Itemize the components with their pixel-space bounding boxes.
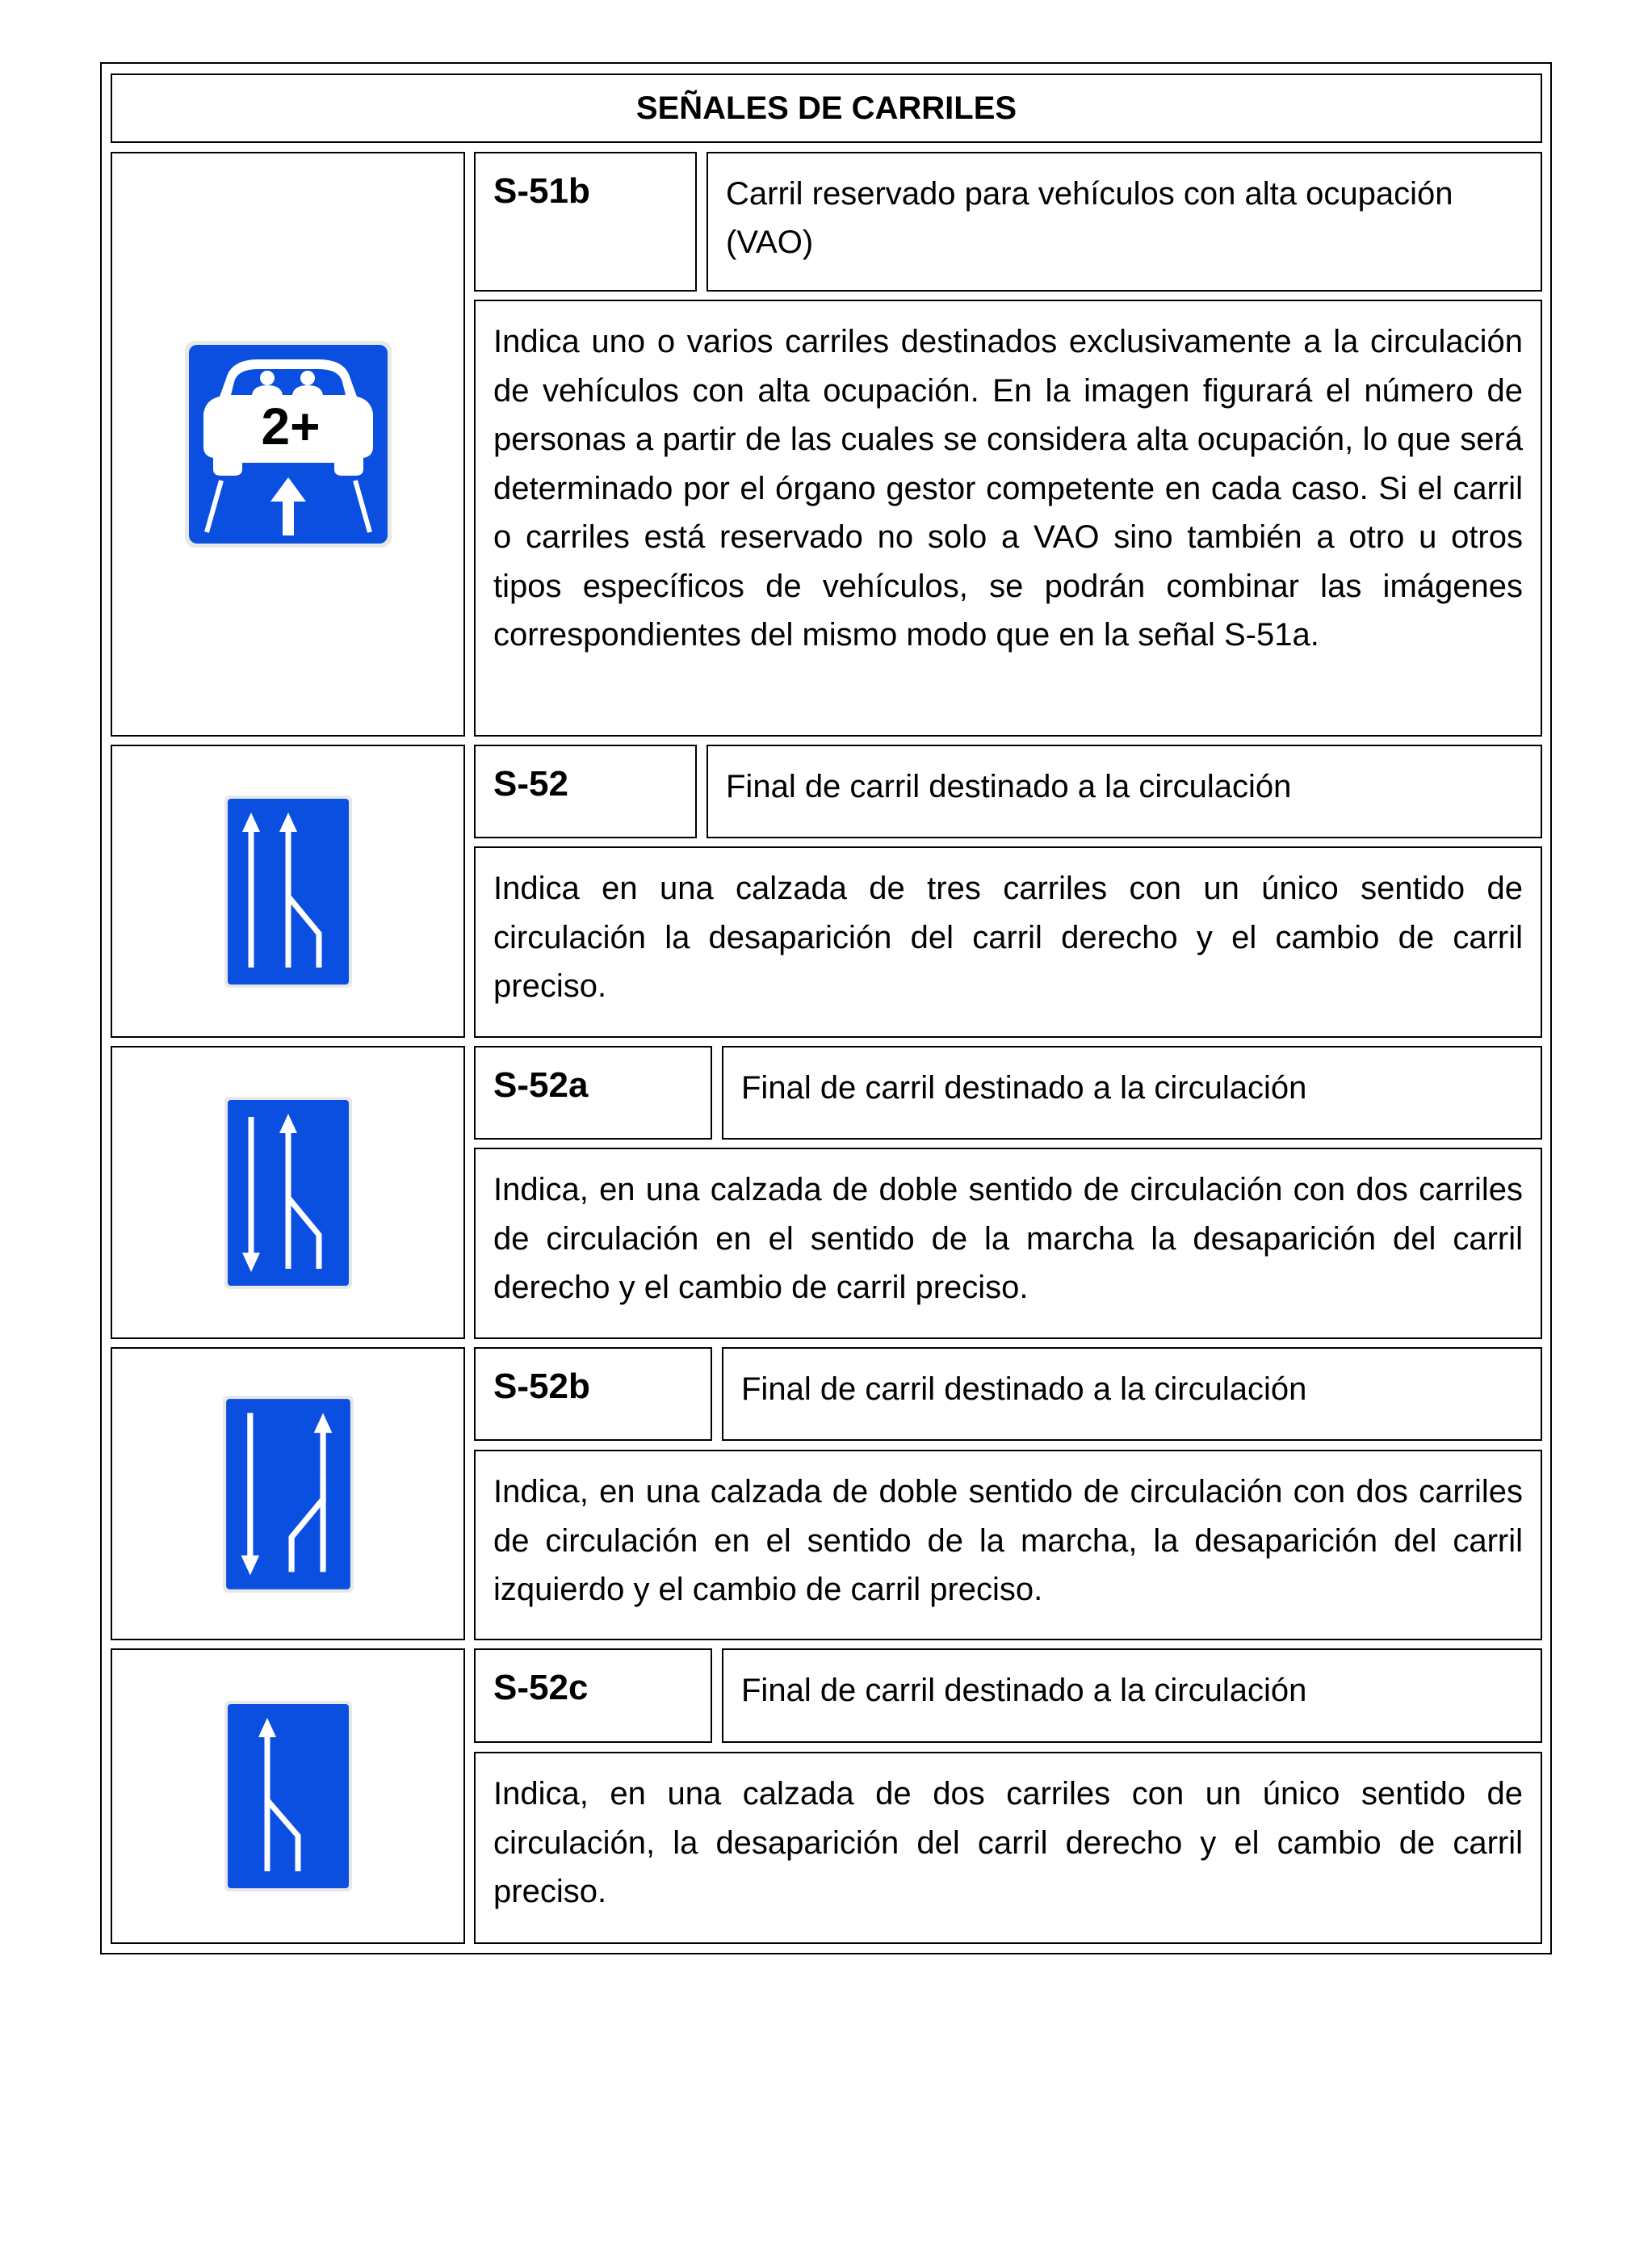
sign-name: Final de carril destinado a la circulación <box>722 1648 1542 1743</box>
svg-text:2+: 2+ <box>261 404 321 452</box>
sign-description: Indica, en una calzada de doble sentido de circulación con dos carriles de circulación en el sentido de la marcha la desaparición del carril derecho y el cambio de carril preciso. <box>474 1148 1542 1339</box>
sign-description: Indica en una calzada de tres carriles con un único sentido de circulación la desaparición del carril derecho y el cambio de carril preciso. <box>474 846 1542 1038</box>
sign-code: S-52c <box>474 1648 712 1743</box>
sign-name: Carril reservado para vehículos con alta ocupación (VAO) <box>707 152 1542 292</box>
sign-description: Indica, en una calzada de dos carriles con un único sentido de circulación, la desaparición del carril derecho y el cambio de carril preciso. <box>474 1752 1542 1944</box>
sign-image-cell <box>111 1648 465 1944</box>
sign-code: S-52 <box>474 745 697 838</box>
lane-end-two-lanes-sign-icon <box>224 1700 353 1892</box>
sign-name: Final de carril destinado a la circulación <box>722 1046 1542 1140</box>
sign-code: S-52a <box>474 1046 712 1140</box>
sign-image-cell <box>111 745 465 1038</box>
sign-description: Indica, en una calzada de doble sentido de circulación con dos carriles de circulación en el sentido de la marcha, la desaparición del carril izquierdo y el cambio de carril preciso. <box>474 1450 1542 1640</box>
lane-end-left-two-way-sign-icon <box>222 1395 354 1593</box>
hov-sign-number <box>250 404 331 452</box>
sign-code: S-51b <box>474 152 697 292</box>
sign-image-cell <box>111 1347 465 1640</box>
lane-end-right-sign-icon <box>224 795 353 989</box>
table-title: SEÑALES DE CARRILES <box>111 73 1542 143</box>
sign-image-cell <box>111 1046 465 1339</box>
lane-end-right-two-way-sign-icon <box>224 1096 353 1290</box>
sign-name: Final de carril destinado a la circulación <box>722 1347 1542 1441</box>
sign-description: Indica uno o varios carriles destinados exclusivamente a la circulación de vehículos con alta ocupación. En la imagen figurará el número de personas a partir de las cuales se considera alta ocupación, lo que será determinado por el órgano gestor competente en cada caso. Si el carril o carriles está reservado no solo a VAO sino también a otro u otros tipos específicos de vehículos, se podrán combinar las imágenes correspondientes del mismo modo que en la señal S-51a. <box>474 300 1542 737</box>
sign-code: S-52b <box>474 1347 712 1441</box>
sign-name: Final de carril destinado a la circulación <box>707 745 1542 838</box>
